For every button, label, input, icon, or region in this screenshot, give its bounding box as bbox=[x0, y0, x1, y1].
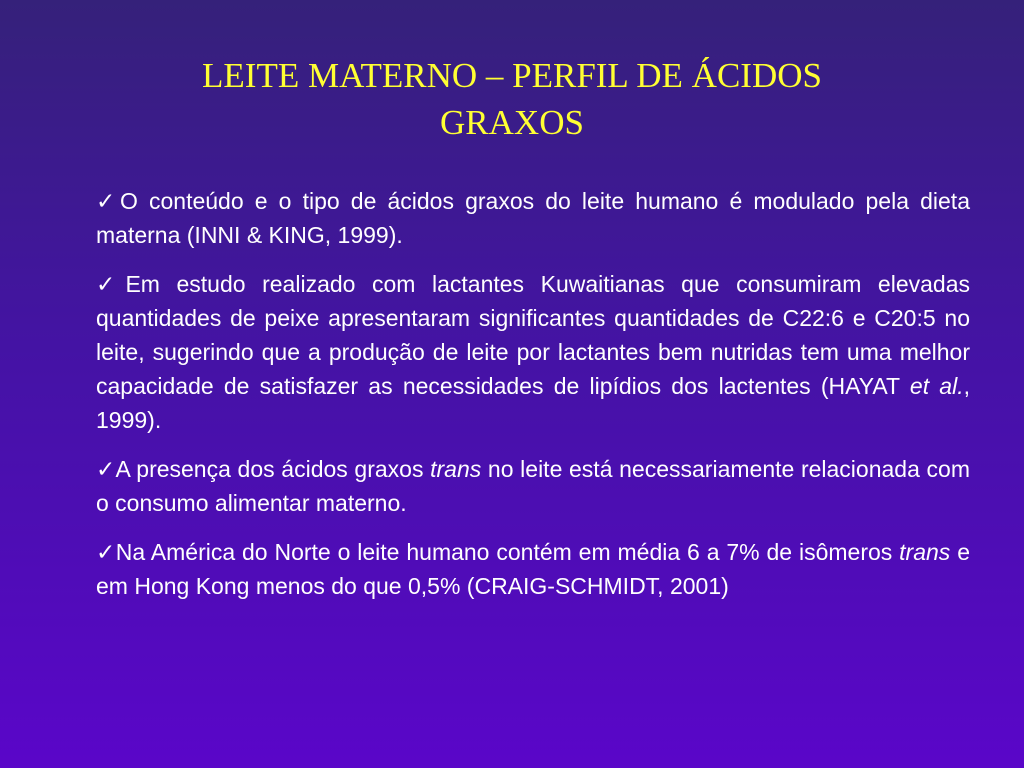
bullet-italic-text: trans bbox=[899, 539, 951, 565]
bullet-text: no leite está necessariamente relacionada com o consumo alimentar materno. bbox=[96, 456, 970, 516]
checkmark-icon: ✓ bbox=[96, 188, 120, 214]
bullet-text: Na América do Norte o leite humano contém em média 6 a 7% de isômeros bbox=[115, 539, 900, 565]
bullet-text: A presença dos ácidos graxos bbox=[115, 456, 431, 482]
bullet-italic-text: et al. bbox=[909, 373, 964, 399]
slide-title-line-1: LEITE MATERNO – PERFIL DE ÁCIDOS bbox=[202, 56, 822, 95]
bullet-text: e em Hong Kong menos do que 0,5% (CRAIG-SCHMIDT, 2001) bbox=[96, 539, 970, 599]
bullet-item-2 bbox=[96, 267, 970, 437]
slide-title bbox=[100, 52, 924, 146]
bullet-text: , 1999). bbox=[96, 373, 970, 433]
bullet-item-4 bbox=[96, 535, 970, 603]
checkmark-icon: ✓ bbox=[96, 271, 126, 297]
bullet-text: O conteúdo e o tipo de ácidos graxos do leite humano é modulado pela dieta materna (INNI & KING, 1999). bbox=[96, 188, 970, 248]
slide-title-line-2: GRAXOS bbox=[440, 103, 584, 142]
bullet-text: Em estudo realizado com lactantes Kuwaitianas que consumiram elevadas quantidades de peixe apresentaram significantes quantidades de C22:6 e C20:5 no leite, sugerindo que a produção de leite por lactantes bem nutridas tem uma melhor capacidade de satisfazer as necessidades de lipídios dos lactentes (HAYAT bbox=[96, 271, 970, 399]
bullet-italic-text: trans bbox=[430, 456, 482, 482]
bullet-item-1 bbox=[96, 184, 970, 252]
checkmark-icon: ✓ bbox=[96, 456, 116, 482]
bullet-list bbox=[96, 184, 970, 618]
checkmark-icon: ✓ bbox=[96, 539, 116, 565]
bullet-item-3 bbox=[96, 452, 970, 520]
